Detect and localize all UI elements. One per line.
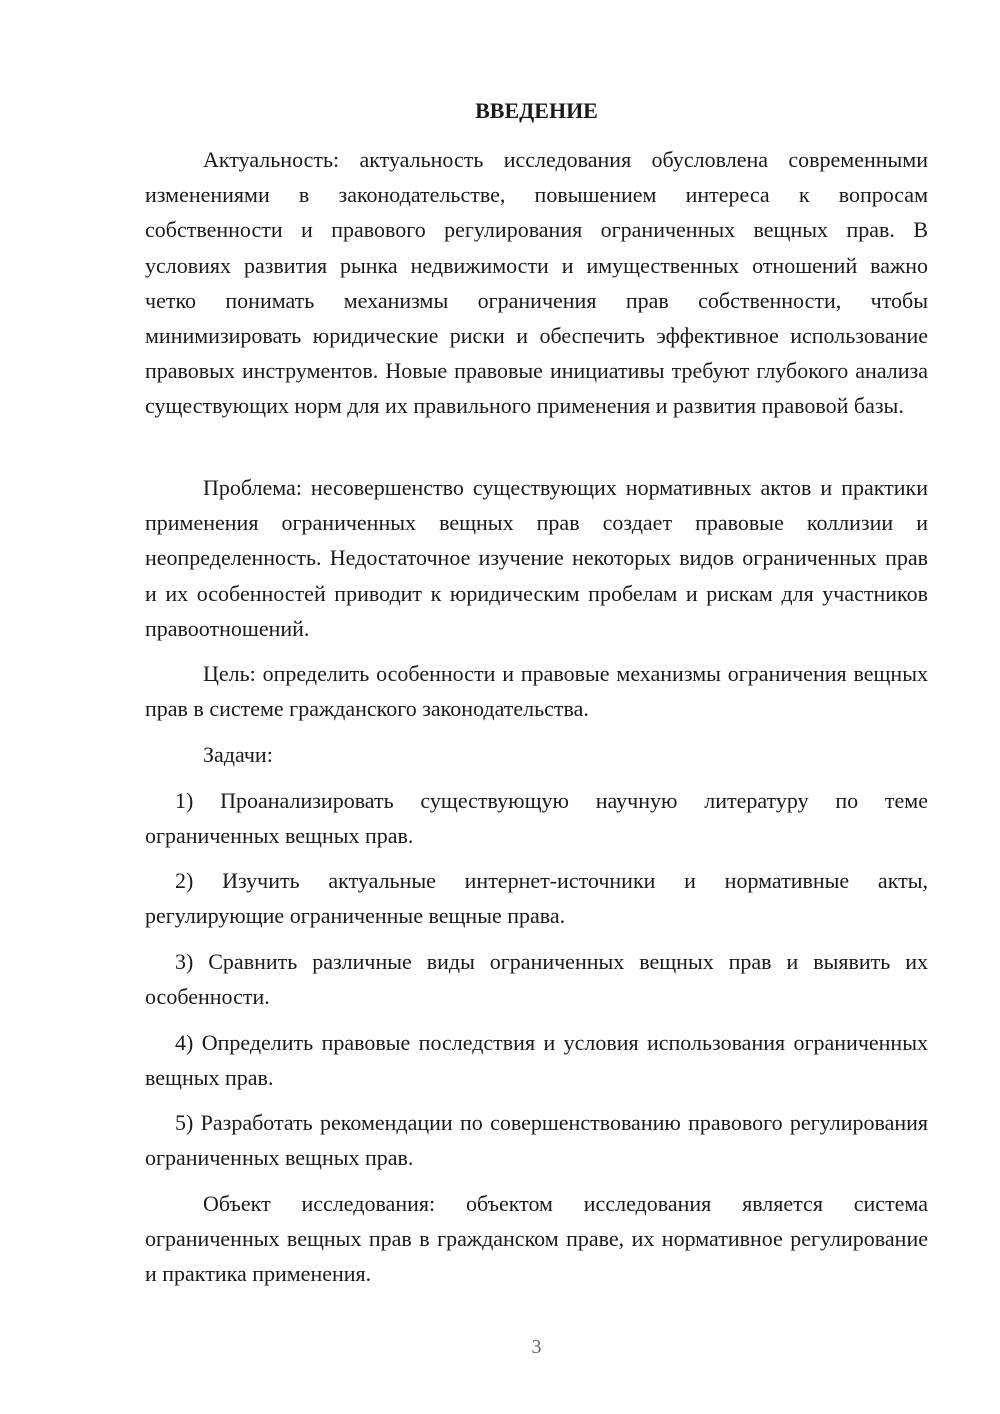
task-item: 5) Разработать рекомендации по совершенствованию правового регулирования ограниченных вещных прав. (145, 1110, 928, 1171)
relevance-paragraph: Актуальность: актуальность исследования обусловлена современными изменениями в законодательстве, повышением интереса к вопросам собственности и правового регулирования ограниченных вещных прав. В условиях развития рынка недвижимости и имущественных отношений важно четко понимать механизмы ограничения прав собственности, чтобы минимизировать юридические риски и обеспечить эффективное использование правовых инструментов. Новые правовые инициативы требуют глубокого анализа существующих норм для их правильного применения и развития правовой базы. (145, 147, 928, 419)
task-item: 3) Сравнить различные виды ограниченных вещных прав и выявить их особенности. (145, 949, 928, 1010)
object-paragraph: Объект исследования: объектом исследования является система ограниченных вещных прав в гражданском праве, их нормативное регулирование и практика применения. (145, 1191, 928, 1287)
task-item: 2) Изучить актуальные интернет-источники и нормативные акты, регулирующие ограниченные вещные права. (145, 868, 928, 929)
section-heading: ВВЕДЕНИЕ (475, 98, 598, 123)
problem-paragraph: Проблема: несовершенство существующих нормативных актов и практики применения ограниченных вещных прав создает правовые коллизии и неопределенность. Недостаточное изучение некоторых видов ограниченных прав и их особенностей приводит к юридическим пробелам и рискам для участников правоотношений. (145, 475, 928, 641)
tasks-label: Задачи: (203, 742, 273, 767)
goal-paragraph: Цель: определить особенности и правовые механизмы ограничения вещных прав в системе гражданского законодательства. (145, 661, 928, 722)
page-number: 3 (531, 1336, 542, 1358)
document-page (145, 0, 928, 1414)
task-item: 1) Проанализировать существующую научную литературу по теме ограниченных вещных прав. (145, 788, 928, 849)
task-item: 4) Определить правовые последствия и условия использования ограниченных вещных прав. (145, 1030, 928, 1091)
